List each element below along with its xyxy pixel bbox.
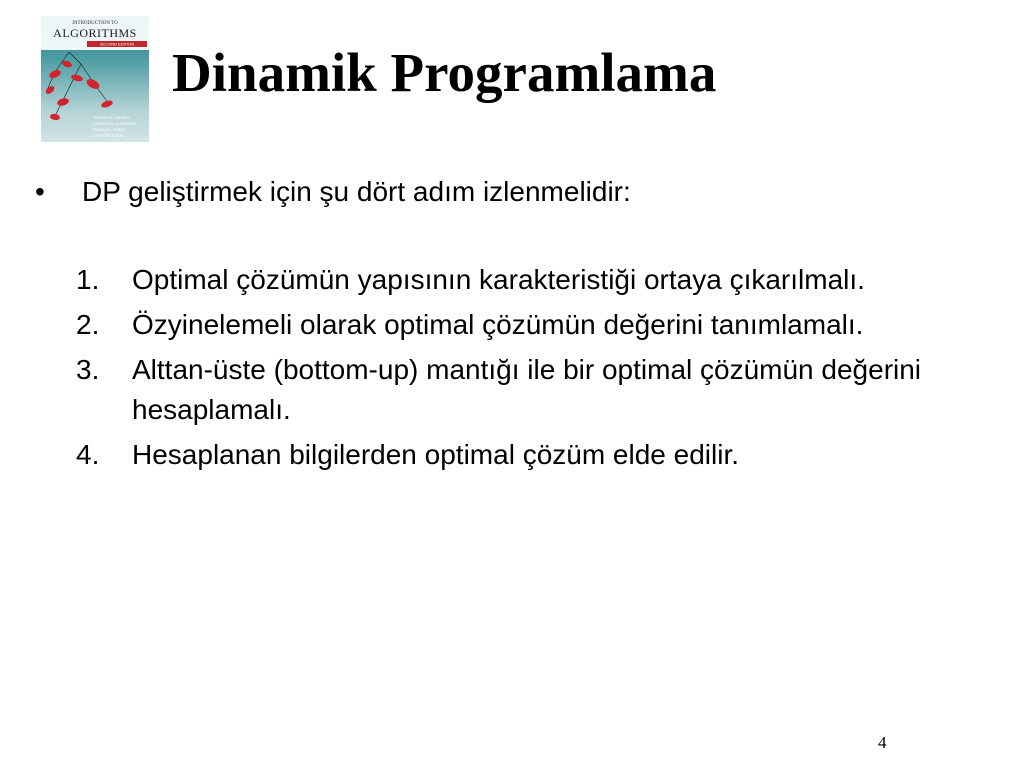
step-number: 4. (76, 439, 100, 470)
step-number: 3. (76, 354, 100, 385)
steps-list (76, 260, 956, 480)
step-text: Alttan-üste (bottom-up) mantığı ile bir optimal çözümün değerini hesaplamalı. (132, 354, 922, 425)
lead-text: DP geliştirmek için şu dört adım izlenmelidir: (82, 176, 631, 207)
cover-author-4: CLIFFORD STEIN (93, 134, 123, 138)
cover-small-line: INTRODUCTION TO (72, 21, 118, 26)
step-item-1 (76, 260, 956, 300)
step-item-2 (76, 305, 956, 345)
page-number: 4 (878, 733, 887, 752)
cover-edition: SECOND EDITION (99, 41, 135, 47)
cover-author-2: CHARLES E. LEISERSON (93, 122, 136, 126)
cover-author-1: THOMAS H. CORMEN (93, 116, 130, 120)
slide-title: Dinamik Programlama (172, 42, 717, 103)
step-item-3 (76, 350, 956, 430)
bullet-marker: • (35, 176, 45, 207)
book-cover-image (41, 16, 149, 142)
step-text: Hesaplanan bilgilerden optimal çözüm elde edilir. (132, 439, 740, 470)
step-number: 1. (76, 264, 100, 295)
step-item-4 (76, 435, 956, 475)
step-text: Özyinelemeli olarak optimal çözümün değerini tanımlamalı. (132, 309, 864, 340)
step-text: Optimal çözümün yapısının karakteristiği ortaya çıkarılmalı. (132, 264, 865, 295)
cover-title: ALGORITHMS (53, 26, 137, 40)
cover-author-3: RONALD L. RIVEST (93, 128, 126, 132)
step-number: 2. (76, 309, 100, 340)
